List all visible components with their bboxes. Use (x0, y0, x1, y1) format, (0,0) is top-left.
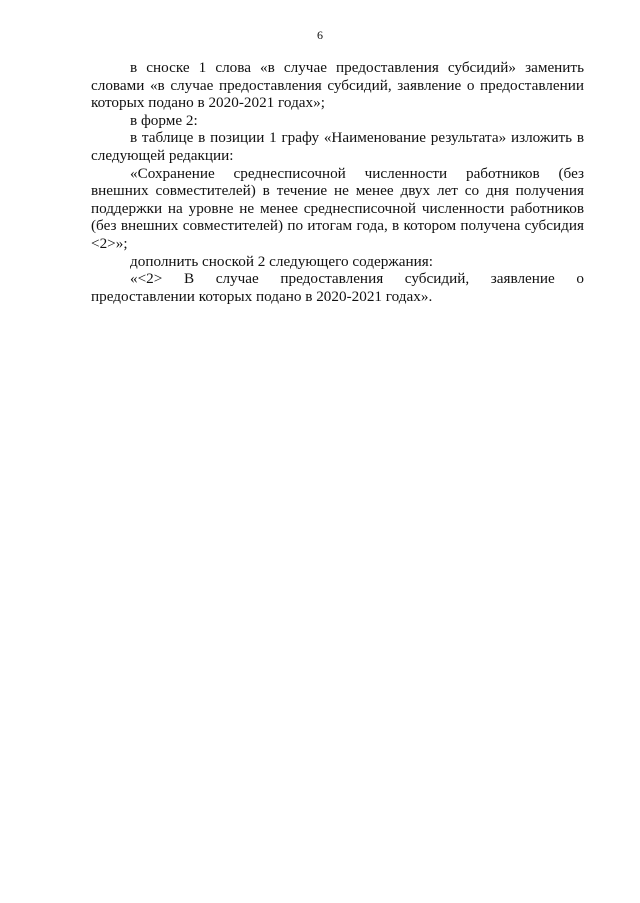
paragraph-add-footnote-2: дополнить сноской 2 следующего содержания: (130, 252, 433, 270)
page-number: 6 (317, 28, 323, 42)
document-body (91, 59, 584, 305)
paragraph-footnote-1-amendment: в сноске 1 слова «в случае предоставления субсидий» заменить словами «в случае предоставления субсидий, заявление о предоставлении которых подано в 2020-2021 годах»; (91, 59, 584, 112)
paragraph-result-name-text: «Сохранение среднесписочной численности работников (без внешних совместителей) в течение не менее двух лет со дня получения поддержки на уровне не менее среднесписочной численности работников (без внешних совместителей) по итогам года, в котором получена субсидия <2>»; (91, 164, 584, 252)
paragraph-table-position-1: в таблице в позиции 1 графу «Наименование результата» изложить в следующей редакции: (91, 129, 584, 164)
paragraph-footnote-2-text: «<2> В случае предоставления субсидий, заявление о предоставлении которых подано в 2020-2021 годах». (91, 270, 584, 305)
paragraph-form-2-heading: в форме 2: (130, 111, 198, 129)
